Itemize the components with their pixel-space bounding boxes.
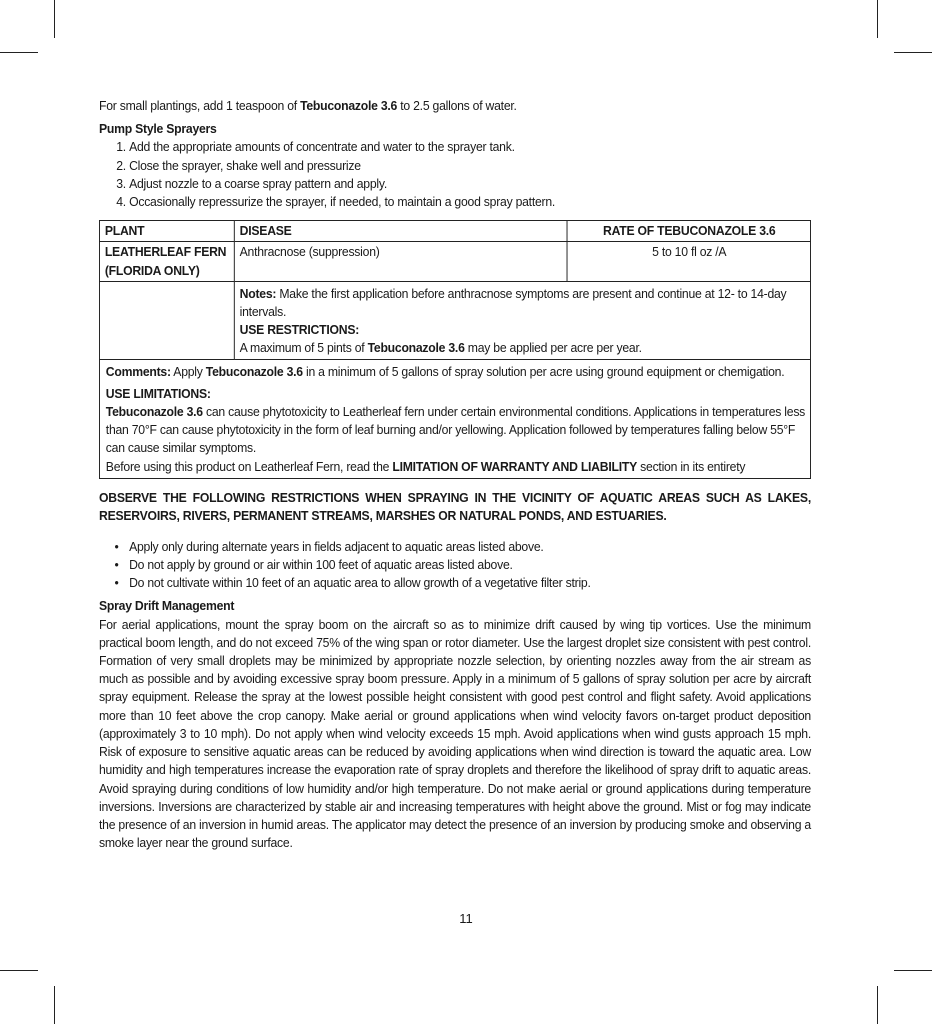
bullet-text: Do not cultivate within 10 feet of an aquatic area to allow growth of a vegetative filter strip.: [129, 576, 591, 591]
empty-cell: [99, 281, 234, 359]
crop-mark: [0, 52, 38, 53]
bullet-icon: •: [114, 576, 119, 591]
list-item: [114, 556, 811, 574]
header-disease: DISEASE: [234, 221, 567, 242]
list-item: 1. Add the appropriate amounts of concentrate and water to the sprayer tank.: [129, 138, 811, 156]
intro-text-end: to 2.5 gallons of water.: [397, 99, 517, 113]
bullet-icon: •: [114, 558, 119, 573]
crop-mark: [894, 970, 932, 971]
header-rate: RATE OF TEBUCONAZOLE 3.6: [567, 221, 810, 242]
product-name: Tebuconazole 3.6: [367, 341, 465, 356]
page-number: 11: [459, 911, 473, 926]
restrictions-body: A maximum of 5 pints of: [239, 341, 368, 356]
product-name: Tebuconazole 3.6: [105, 405, 203, 420]
crop-mark: [54, 0, 55, 38]
bullet-text: Do not apply by ground or air within 100 feet of aquatic areas listed above.: [129, 558, 513, 573]
restrictions-label: USE RESTRICTIONS:: [239, 323, 360, 338]
header-plant: PLANT: [99, 221, 234, 242]
limitations-text: [106, 403, 805, 458]
limitations-body: can cause phytotoxicity to Leatherleaf fern under certain environmental conditions. Applications in temperatures less than 70°F can cause phytotoxicity in the form of leaf burning and/or yellowing. Application followed by temperatures falling below 55°F can cause similar symptoms.: [105, 405, 806, 456]
product-name: Tebuconazole 3.6: [300, 99, 398, 113]
aquatic-bullets: [99, 538, 811, 593]
comments-label: Comments:: [105, 364, 171, 379]
pump-steps: [99, 138, 811, 211]
crop-mark: [894, 52, 932, 53]
pump-heading: Pump Style Sprayers: [99, 122, 217, 137]
comments-body: Apply: [170, 364, 206, 379]
list-item: 2. Close the sprayer, shake well and pressurize: [129, 157, 811, 175]
table-header-row: [99, 221, 810, 242]
restrictions-body-end: may be applied per acre per year.: [464, 341, 642, 356]
restrictions-text: [240, 339, 806, 357]
list-item: 3. Adjust nozzle to a coarse spray pattern and apply.: [129, 175, 811, 193]
plant-region: (FLORIDA ONLY): [104, 263, 200, 278]
limitations-label: USE LIMITATIONS:: [105, 386, 211, 401]
intro-paragraph: [99, 97, 811, 115]
bullet-text: Apply only during alternate years in fields adjacent to aquatic areas listed above.: [129, 539, 544, 554]
plant-cell: [99, 242, 234, 281]
warranty-section-name: LIMITATION OF WARRANTY AND LIABILITY: [392, 459, 638, 474]
notes-label: Notes:: [239, 286, 277, 301]
disease-cell: Anthracnose (suppression): [234, 242, 567, 281]
crop-mark: [877, 0, 878, 38]
comments-text: [106, 363, 805, 381]
intro-text: For small plantings, add 1 teaspoon of: [99, 99, 301, 113]
aquatic-heading: OBSERVE THE FOLLOWING RESTRICTIONS WHEN SPRAYING IN THE VICINITY OF AQUATIC AREAS SUCH AS LAKES, RESERVOIRS, RIVERS, PERMANENT STREAMS, MARSHES OR NATURAL PONDS, AND ESTUARIES.: [99, 490, 811, 524]
list-item: 4. Occasionally repressurize the sprayer, if needed, to maintain a good spray pattern.: [129, 193, 811, 211]
rate-table: [99, 220, 811, 359]
bullet-icon: •: [114, 539, 119, 554]
plant-name: LEATHERLEAF FERN: [104, 245, 227, 260]
comments-body-end: in a minimum of 5 gallons of spray solution per acre using ground equipment or chemigation.: [302, 364, 785, 379]
crop-mark: [877, 986, 878, 1024]
table-row: [99, 242, 810, 281]
list-item: [114, 538, 811, 556]
warranty-note-end: section in its entirety: [637, 459, 746, 474]
drift-heading: Spray Drift Management: [99, 599, 235, 614]
list-item: [114, 574, 811, 592]
crop-mark: [0, 970, 38, 971]
notes-text: [240, 285, 806, 321]
rate-cell: 5 to 10 fl oz /A: [567, 242, 810, 281]
comments-box: [99, 360, 811, 479]
product-name: Tebuconazole 3.6: [205, 364, 303, 379]
notes-cell: [234, 281, 810, 359]
drift-paragraph: For aerial applications, mount the spray boom on the aircraft so as to minimize drift caused by wing tip vortices. Use the minimum practical boom length, and do not exceed 75% of the wing span or rotor diameter. Use the largest droplet size consistent with pest control. Formation of very small droplets may be minimized by appropriate nozzle selection, by orienting nozzles away from the air stream as much as possible and by avoiding excessive spray boom pressure. Apply in a minimum of 5 gallons of spray solution per acre by aircraft spray equipment. Release the spray at the lowest possible height consistent with good pest control and flight safety. Avoid applications more than 10 feet above the crop canopy. Make aerial or ground applications when wind velocity favors on-target product deposition (approximately 3 to 10 mph). Do not apply when wind velocity exceeds 15 mph. Avoid applications when wind gusts approach 15 mph. Risk of exposure to sensitive aquatic areas can be reduced by avoiding applications when wind direction is toward the aquatic area. Low humidity and high temperatures increase the evaporation rate of spray droplets and therefore the likelihood of spray drift to aquatic areas. Avoid spraying during conditions of low humidity and/or high temperature. Do not make aerial or ground applications during temperature inversions. Inversions are characterized by stable air and increasing temperatures with height above the ground. Mist or fog may indicate the presence of an inversion in humid areas. The applicator may detect the presence of an inversion by producing smoke and observing a smoke layer near the ground surface.: [99, 617, 811, 851]
crop-mark: [54, 986, 55, 1024]
notes-body: Make the first application before anthracnose symptoms are present and continue at 12- to 14-day intervals.: [239, 286, 787, 320]
warranty-note: [106, 458, 805, 476]
table-row-notes: [99, 281, 810, 359]
label-page: [99, 97, 811, 852]
warranty-note-text: Before using this product on Leatherleaf Fern, read the: [105, 459, 393, 474]
